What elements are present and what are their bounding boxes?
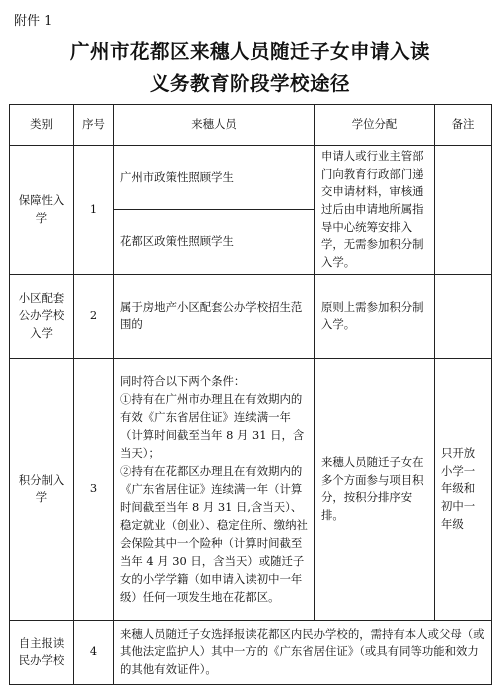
condition-item: ①持有在广州市办理且在有效期内的有效《广东省居住证》连续满一年（计算时间截至当年 8 月 31 日，含当天）； — [120, 392, 305, 461]
remark-cell: 只开放小学一年级和初中一年级 — [435, 358, 492, 620]
category-cell: 小区配套公办学校入学 — [10, 274, 74, 358]
table-row — [10, 620, 492, 684]
allocation-cell: 申请人或行业主管部门向教育行政部门递交申请材料，审核通过后由申请地所属指导中心统筹安排入学，无需参加积分制入学。 — [315, 146, 435, 275]
header-category: 类别 — [10, 105, 74, 146]
number-cell: 2 — [74, 274, 114, 358]
number-cell: 1 — [74, 146, 114, 275]
table-header-row — [10, 105, 492, 146]
header-remark: 备注 — [435, 105, 492, 146]
table-row — [10, 358, 492, 620]
category-cell: 自主报读民办学校 — [10, 620, 74, 684]
header-number: 序号 — [74, 105, 114, 146]
schools-table — [9, 104, 492, 685]
remark-cell — [435, 146, 492, 275]
persons-cell: 广州市政策性照顾学生 — [114, 146, 315, 210]
header-persons: 来穗人员 — [114, 105, 315, 146]
allocation-cell: 原则上需参加积分制入学。 — [315, 274, 435, 358]
persons-cell: 属于房地产小区配套公办学校招生范围的 — [114, 274, 315, 358]
condition-intro: 同时符合以下两个条件： — [120, 374, 246, 389]
category-cell: 积分制入学 — [10, 358, 74, 620]
document-title-line2: 义务教育阶段学校途径 — [149, 72, 350, 95]
allocation-cell: 来穗人员随迁子女在多个方面参与项目积分，按积分排序安排。 — [315, 358, 435, 620]
category-cell: 保障性入学 — [10, 146, 74, 275]
number-cell: 3 — [74, 358, 114, 620]
remark-cell — [435, 274, 492, 358]
persons-cell: 花都区政策性照顾学生 — [114, 210, 315, 274]
document-title-line1: 广州市花都区来穗人员随迁子女申请入读 — [69, 40, 430, 63]
attachment-label: 附件 1 — [14, 14, 53, 29]
content-cell: 来穗人员随迁子女选择报读花都区内民办学校的，需持有本人或父母（或其他法定监护人）其中一方的《广东省居住证》（或具有同等功能和效力的其他有效证件）。 — [114, 620, 492, 684]
condition-item: ②持有在花都区办理且在有效期内的《广东省居住证》连续满一年（计算时间截至当年 8 月 31 日,含当天）、稳定就业（创业）、稳定住所、缴纳社会保险其中一个险种（计算时间截至当年 4 月 30 日，含当天）或随迁子女的小学学籍（如申请入读初中一年级）任何一项发生地在花都区。 — [120, 464, 308, 605]
table-row — [10, 274, 492, 358]
header-allocation: 学位分配 — [315, 105, 435, 146]
table-row — [10, 146, 492, 210]
number-cell: 4 — [74, 620, 114, 684]
conditions-cell — [114, 358, 315, 620]
